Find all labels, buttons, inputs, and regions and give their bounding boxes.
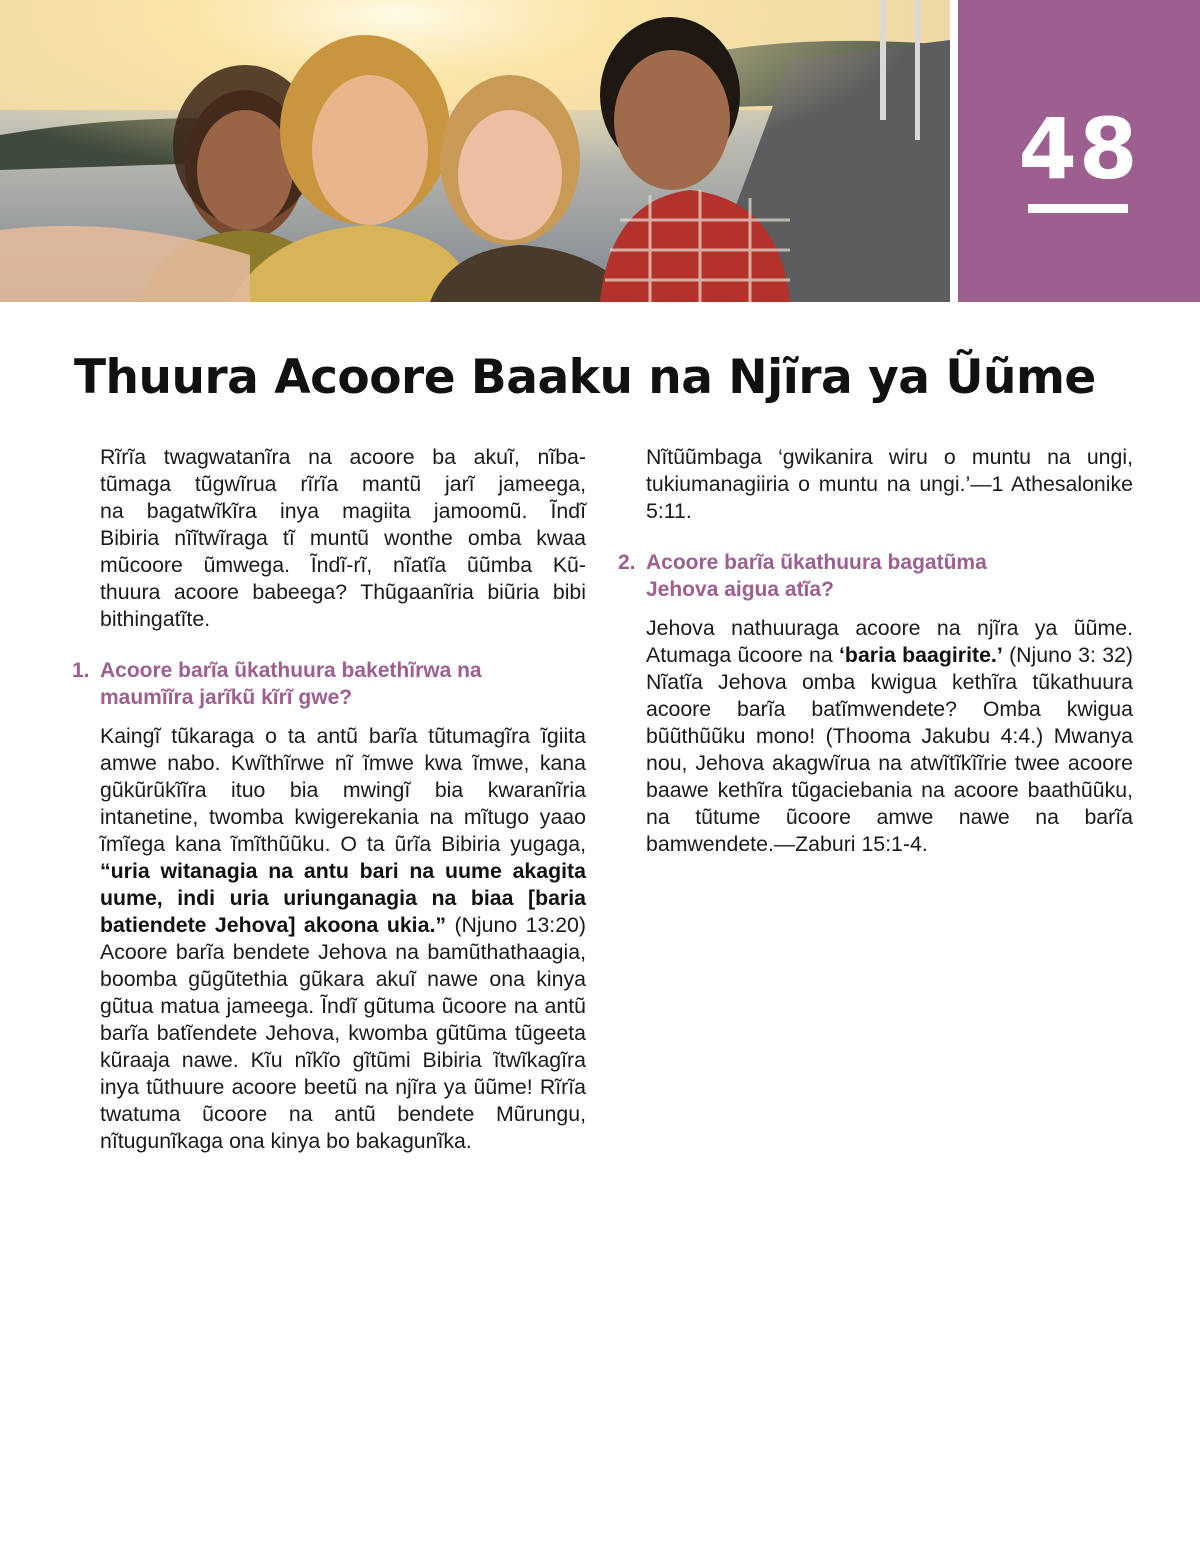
section-1-number: 1. — [72, 659, 90, 682]
left-column — [72, 444, 586, 1155]
section-2-text-a: Jehova nathuuraga acoore na njĩra ya ũũme. Atumaga ũcoore na — [646, 616, 1133, 667]
intro-line: tũmaga tũgwĩrua rĩrĩa mantũ jarĩ jameega, — [100, 472, 586, 496]
header-photo — [0, 0, 950, 302]
section-1-text-b: (Njuno 13:20) Acoore barĩa bendete Jehova na bamũthathaagia, boomba gũgũtethia gũkara akuĩ nawe ona kinya gũtua matua jameega. Ĩndĩ gũtuma ũcoore na antũ barĩa batĩendete Jehova, kwomba gũtũma tũgeeta kũraaja nawe. Kĩu nĩkĩo gĩtũmi Bibiria ĩtwĩkagĩra inya tũthuure acoore beetũ na njĩra ya ũũme! Rĩrĩa twatuma ũcoore na antũ bendete Mũrungu, nĩtugunĩkaga ona kinya bo bakagunĩka. — [100, 913, 586, 1153]
section-1-body-continued: Nĩtũũmbaga ‘gwikanira wiru o muntu na ungi, tukiumanagiiria o muntu na ungi.’—1 Athesalonike 5:11. — [646, 445, 1133, 523]
intro-line: Bibiria nĩĩtwĩraga tĩ muntũ wonthe omba kwaa — [100, 526, 586, 550]
intro-line: thuura acoore babeega? Thũgaanĩria biũria bibi — [100, 580, 586, 604]
lesson-number-badge — [958, 0, 1200, 302]
section-1-question — [72, 657, 586, 711]
lesson-number: 48 — [1018, 100, 1140, 198]
section-1-text-a: Kaingĩ tũkaraga o ta antũ barĩa tũtumagĩra ĩgiita amwe nabo. Kwĩthĩrwe nĩ ĩmwe kwa ĩmwe, kana gũkũrũkĩĩra ituo bia mwingĩ bia kwaranĩria intanetine, twomba kwigerekania na mĩtugo yaao ĩmĩega kana ĩmĩthũũku. O ta ũrĩa Bibiria yugaga, — [100, 724, 586, 856]
section-2-body — [646, 615, 1133, 858]
scripture-quote: “uria witanagia na antu bari na uume akagita uume, indi uria uriunganagia na biaa [baria batiendete Jehova] akoona ukia.” — [100, 859, 586, 937]
intro-line: mũcoore ũmwega. Ĩndĩ-rĩ, nĩatĩa ũũmba Kũ- — [100, 553, 586, 577]
intro-line: Rĩrĩa twagwatanĩra na acoore ba akuĩ, nĩba- — [100, 445, 586, 469]
badge-underline — [1028, 204, 1128, 213]
right-column — [618, 444, 1134, 858]
intro-line: na bagatwĩkĩra inya magiita jamoomũ. Ĩndĩ — [100, 499, 586, 523]
friends-selfie-illustration — [0, 0, 950, 302]
question-line: maumĩĩra jarĩkũ kĩrĩ gwe? — [100, 686, 353, 709]
section-2-number: 2. — [618, 551, 636, 574]
intro-paragraph — [100, 444, 586, 633]
section-1-body — [100, 723, 586, 1155]
intro-line: bithingatĩte. — [100, 607, 211, 631]
question-line: Acoore barĩa ũkathuura bakethĩrwa na — [100, 659, 482, 682]
question-line: Jehova aigua atĩa? — [646, 578, 834, 601]
scripture-quote: ‘baria baagirite.’ — [839, 643, 1003, 667]
page-title: Thuura Acoore Baaku na Njĩra ya Ũũme — [74, 350, 1096, 405]
question-line: Acoore barĩa ũkathuura bagatũma — [646, 551, 987, 574]
section-2-text-b: (Njuno 3: 32) Nĩatĩa Jehova omba kwigua kethĩra tũkathuura acoore barĩa batĩmwendete? Omba kwigua bũũthũũku mono! (Thooma Jakubu 4:4.) Mwanya nou, Jehova akagwĩrua na atwĩtĩkĩĩrie twee acoore baawe kethĩra tũgaciebania na acoore baathũũku, na tũtume ũcoore amwe nawe na barĩa bamwendete.—Zaburi 15:1-4. — [646, 643, 1134, 856]
section-2-question — [618, 549, 1133, 603]
